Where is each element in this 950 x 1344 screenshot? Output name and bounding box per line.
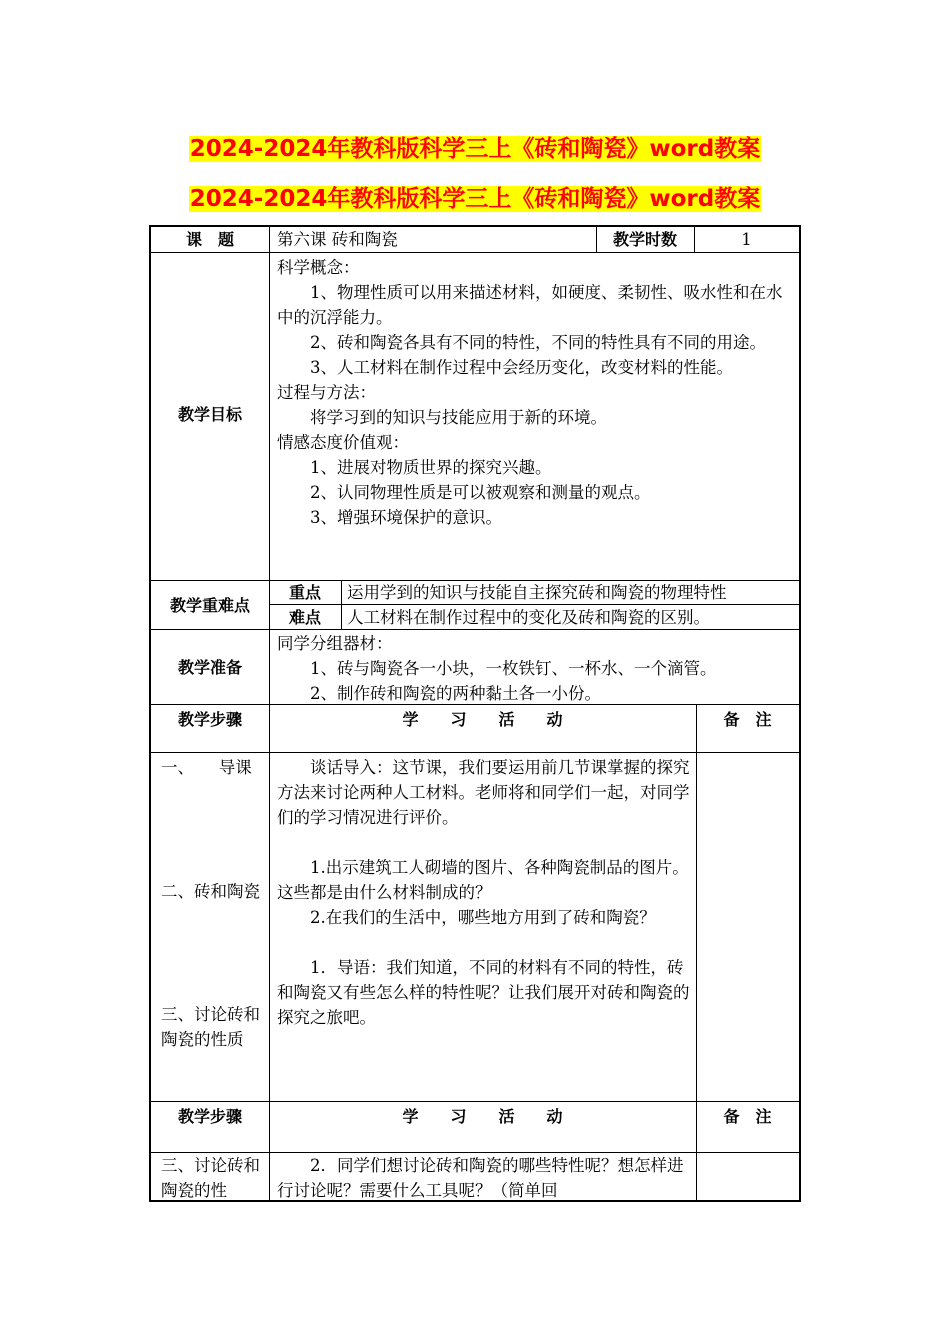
preparation-line: 1、砖与陶瓷各一小块，一枚铁钉、一杯水、一个滴管。 [310, 659, 717, 678]
objectives-line: 3、人工材料在制作过程中会经历变化，改变材料的性能。 [310, 358, 733, 377]
objectives-line: 将学习到的知识与技能应用于新的环境。 [310, 408, 607, 427]
hours-label: 教学时数 [612, 230, 677, 249]
step-discuss-continued: 三、讨论砖和陶瓷的性 [161, 1156, 260, 1200]
document-title-repeat: 2024-2024年教科版科学三上《砖和陶瓷》word教案 [189, 186, 761, 212]
step-brick-ceramic: 二、砖和陶瓷 [161, 882, 260, 901]
objectives-line: 2、砖和陶瓷各具有不同的特性，不同的特性具有不同的用途。 [310, 333, 766, 352]
keypoints-label: 教学重难点 [169, 596, 250, 615]
objectives-line: 过程与方法： [277, 383, 376, 402]
activity-paragraph: 谈话导入：这节课，我们要运用前几节课掌握的探究方法来讨论两种人工材料。老师将和同学们一起，对同学们的学习情况进行评价。 [277, 758, 690, 827]
hours-value: 1 [741, 230, 752, 249]
step-intro: 一、 导课 [161, 758, 252, 777]
steps-header-label: 教学步骤 [177, 710, 242, 729]
objectives-line: 情感态度价值观： [277, 433, 409, 452]
steps-header-notes-2: 备 注 [723, 1107, 772, 1126]
steps-header-activity: 学 习 活 动 [402, 710, 563, 729]
objectives-line: 1、进展对物质世界的探究兴趣。 [310, 458, 552, 477]
difficulty-text: 人工材料在制作过程中的变化及砖和陶瓷的区别。 [347, 608, 710, 627]
preparation-line: 2、制作砖和陶瓷的两种黏土各一小份。 [310, 684, 601, 703]
focus-text: 运用学到的知识与技能自主探究砖和陶瓷的物理特性 [347, 583, 727, 602]
preparation-line: 同学分组器材： [277, 634, 393, 653]
topic-value: 第六课 砖和陶瓷 [277, 230, 398, 249]
preparation-content [277, 631, 795, 706]
activity-content-1 [277, 755, 690, 1030]
activity-paragraph: 1．导语：我们知道，不同的材料有不同的特性，砖和陶瓷又有些怎么样的特性呢？让我们展开对砖和陶瓷的探究之旅吧。 [277, 958, 690, 1027]
document-title: 2024-2024年教科版科学三上《砖和陶瓷》word教案 [189, 136, 761, 162]
activity-paragraph: 2．同学们想讨论砖和陶瓷的哪些特性呢？想怎样进行讨论呢？需要什么工具呢？（简单回 [277, 1156, 684, 1200]
objectives-line: 1、物理性质可以用来描述材料，如硬度、柔韧性、吸水性和在水中的沉浮能力。 [277, 283, 783, 327]
activity-content-2 [277, 1153, 690, 1203]
objectives-content [277, 255, 795, 530]
lesson-plan-table [149, 225, 801, 1202]
steps-header-label-2: 教学步骤 [177, 1107, 242, 1126]
difficulty-label: 难点 [288, 608, 321, 627]
activity-paragraph: 2.在我们的生活中，哪些地方用到了砖和陶瓷？ [310, 908, 656, 927]
objectives-line: 2、认同物理性质是可以被观察和测量的观点。 [310, 483, 651, 502]
objectives-line: 3、增强环境保护的意识。 [310, 508, 502, 527]
objectives-label: 教学目标 [177, 405, 242, 424]
focus-label: 重点 [288, 583, 321, 602]
step-discuss: 三、讨论砖和陶瓷的性质 [161, 1005, 260, 1049]
steps-header-activity-2: 学 习 活 动 [402, 1107, 563, 1126]
topic-label: 课 题 [185, 230, 234, 249]
activity-paragraph: 1.出示建筑工人砌墙的图片、各种陶瓷制品的图片。这些都是由什么材料制成的？ [277, 858, 689, 902]
objectives-line: 科学概念： [277, 258, 360, 277]
steps-header-notes: 备 注 [723, 710, 772, 729]
preparation-label: 教学准备 [177, 658, 242, 677]
